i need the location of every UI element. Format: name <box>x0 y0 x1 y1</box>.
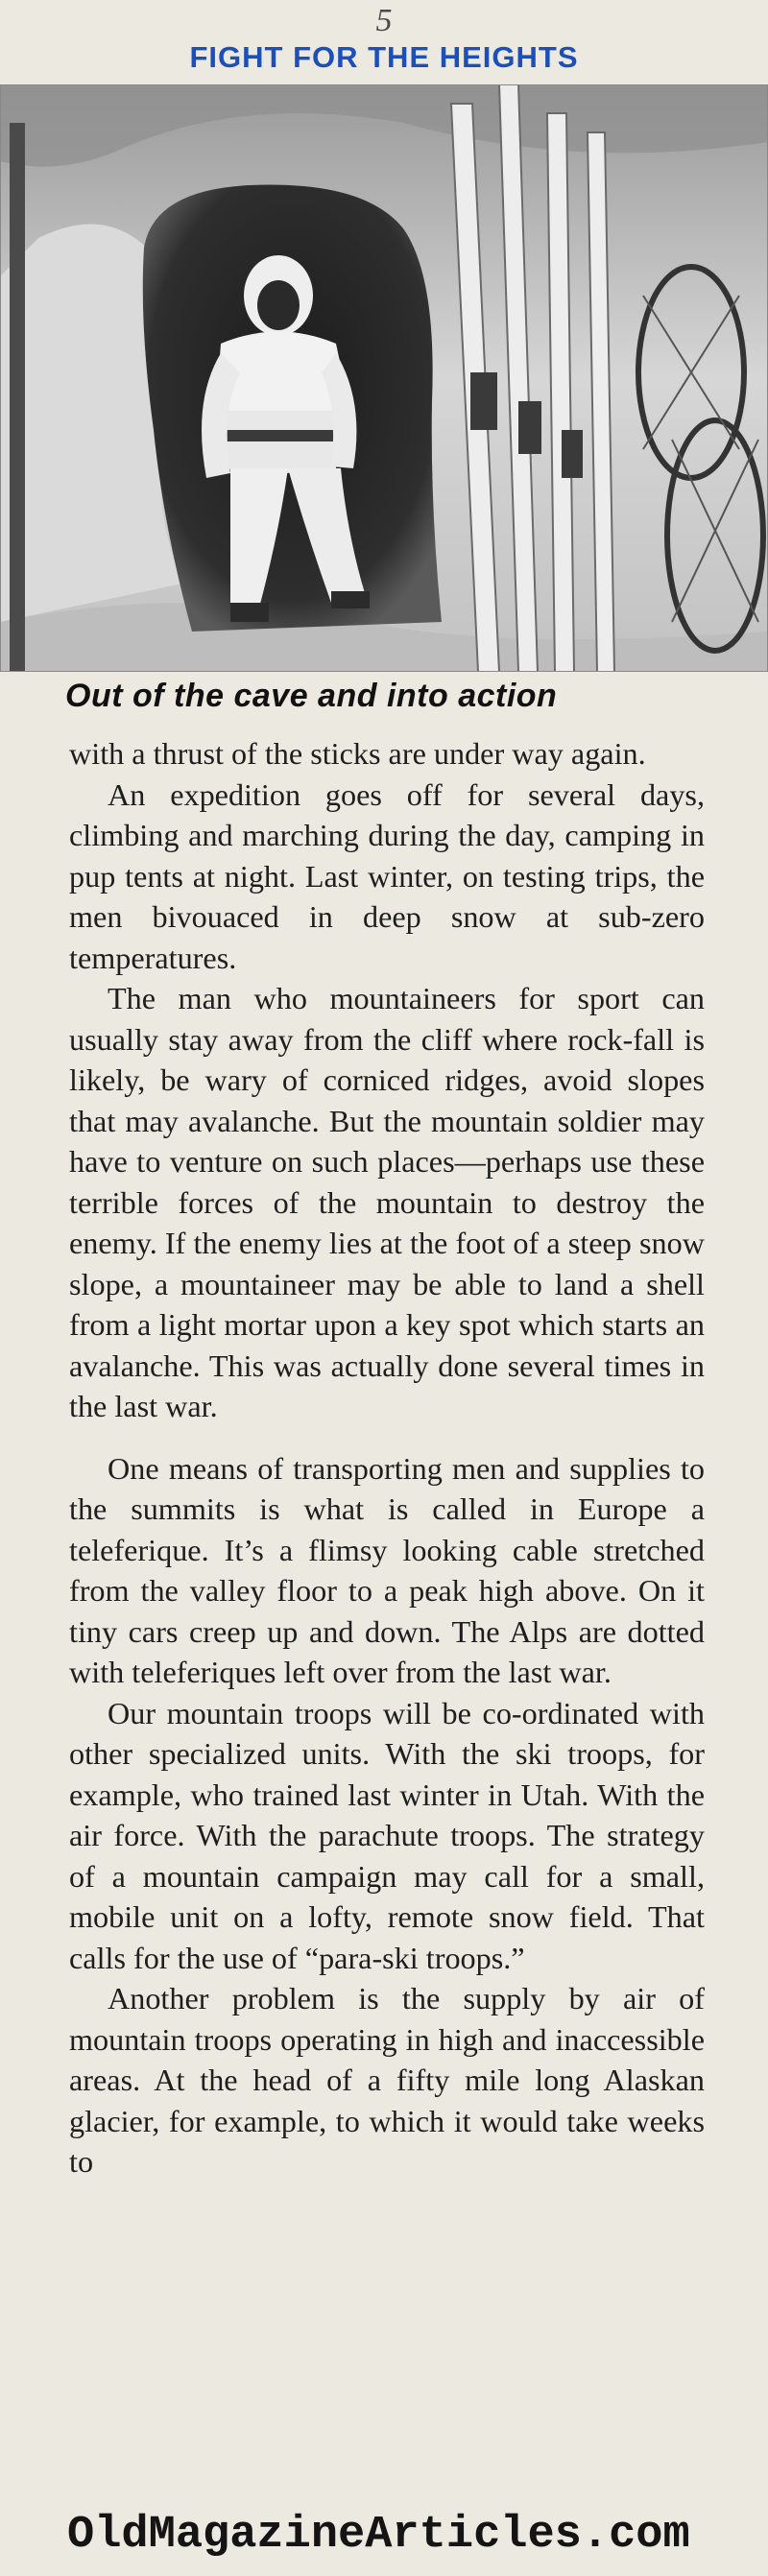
photo-soldier-exiting-snow-cave <box>0 84 768 672</box>
photo-caption: Out of the cave and into action <box>65 678 558 714</box>
paragraph-5: Our mountain troops will be co-ordinated with other specialized units. With the ski troops, for example, who trained last winter in Utah. With the air force. With the parachute troops. The strategy of a mountain campaign may call for a small, mobile unit on a lofty, remote snow field. That calls for the use of “para-ski troops.” <box>69 1695 705 1975</box>
paragraph-4: One means of transporting men and supplies to the summits is what is called in Europe a teleferique. It’s a flimsy looking cable stretched from the valley floor to a peak high above. On it tiny cars creep up and down. The Alps are dotted with teleferiques left over from the last war. <box>69 1450 705 1689</box>
page-number: 5 <box>375 3 393 38</box>
section-title: FIGHT FOR THE HEIGHTS <box>189 40 579 74</box>
site-watermark: OldMagazineArticles.com <box>67 2510 690 2561</box>
paragraph-3: The man who mountaineers for sport can usually stay away from the cliff where rock-fall is likely, be wary of corniced ridges, avoid slopes that may avalanche. But the mountain soldier may have to venture on such places—perhaps use these terrible forces of the mountain to destroy the enemy. If the enemy lies at the foot of a steep snow slope, a mountaineer may be able to land a shell from a light mortar upon a key spot which starts an avalanche. This was actually done several times in the last war. <box>69 981 705 1423</box>
paragraph-1: with a thrust of the sticks are under way again. <box>69 736 646 771</box>
article-body <box>69 733 705 2182</box>
paragraph-2: An expedition goes off for several days, climbing and marching during the day, camping in pup tents at night. Last winter, on testing trips, the men bivouaced in deep snow at sub-zero temperatures. <box>69 776 705 975</box>
paragraph-6: Another problem is the supply by air of mountain troops operating in high and inaccessible areas. At the head of a fifty mile long Alaskan glacier, for example, to which it would take weeks to <box>69 1981 705 2179</box>
